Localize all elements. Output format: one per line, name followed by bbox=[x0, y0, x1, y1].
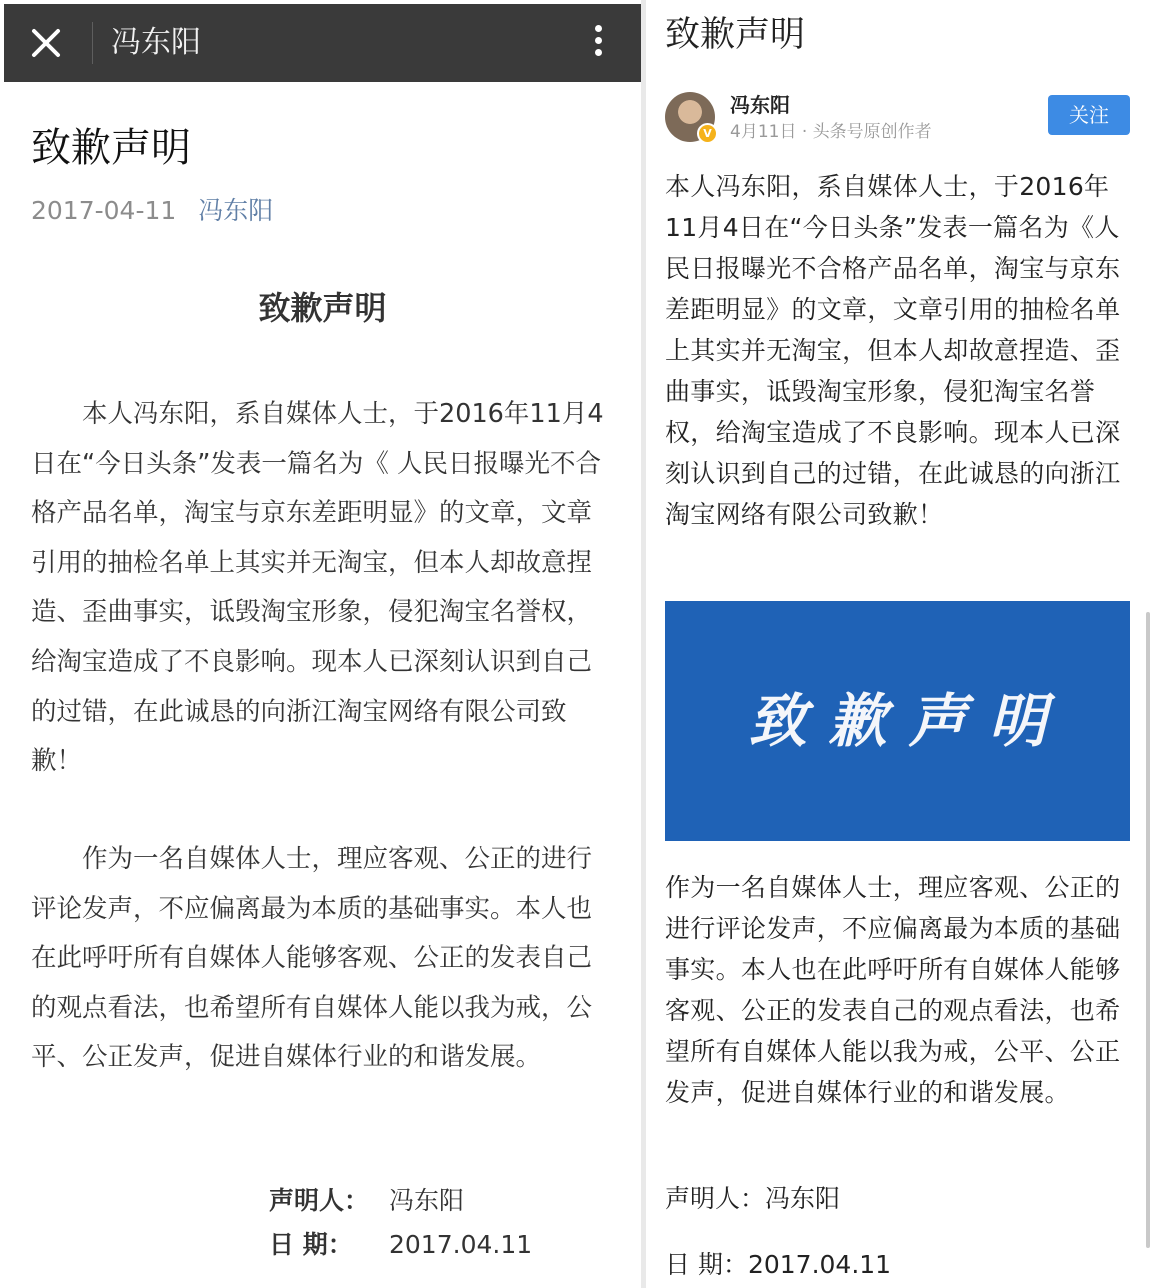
author-avatar[interactable] bbox=[665, 92, 715, 142]
more-vertical-icon bbox=[584, 25, 612, 56]
verified-badge-icon: V bbox=[697, 123, 718, 144]
author-name[interactable]: 冯东阳 bbox=[730, 93, 790, 117]
author-link[interactable]: 冯东阳 bbox=[198, 196, 274, 225]
signer-line: 声明人：冯东阳 bbox=[665, 1184, 841, 1213]
date-label: 日 期： bbox=[269, 1230, 353, 1259]
apology-banner-image bbox=[665, 601, 1130, 841]
statement-date: 2017.04.11 bbox=[389, 1230, 533, 1259]
scrollbar[interactable] bbox=[1146, 612, 1150, 1248]
article-title: 致歉声明 bbox=[665, 15, 806, 55]
date-line: 日 期：2017.04.11 bbox=[665, 1250, 892, 1279]
author-subline: 4月11日 · 头条号原创作者 bbox=[730, 122, 932, 142]
toolbar-divider bbox=[92, 22, 93, 64]
follow-button[interactable]: 关注 bbox=[1048, 95, 1130, 135]
publish-date: 2017-04-11 bbox=[31, 196, 177, 225]
toutiao-article-panel bbox=[646, 0, 1155, 1288]
paragraph-apology: 本人冯东阳，系自媒体人士，于2016年11月4日在“今日头条”发表一篇名为《 人民日报曝光不合格产品名单，淘宝与京东差距明显》的文章，文章引用的抽检名单上其实并无淘宝，但本人却故意捏造、歪曲事实，诋毁淘宝形象，侵犯淘宝名誉权，给淘宝造成了不良影响。现本人已深刻认识到自己的过错，在此诚恳的向浙江淘宝网络有限公司致歉！ bbox=[31, 399, 604, 777]
more-options-button[interactable] bbox=[584, 20, 612, 66]
signer-label: 声明人： bbox=[269, 1186, 370, 1215]
article-meta bbox=[31, 194, 273, 228]
topbar-title: 冯东阳 bbox=[111, 25, 201, 60]
signature-block bbox=[269, 1179, 532, 1267]
paragraph-apology: 本人冯东阳，系自媒体人士，于2016年11月4日在“今日头条”发表一篇名为《人民日报曝光不合格产品名单，淘宝与京东差距明显》的文章，文章引用的抽检名单上其实并无淘宝，但本人却故意捏造、歪曲事实，诋毁淘宝形象，侵犯淘宝名誉权，给淘宝造成了不良影响。现本人已深刻认识到自己的过错，在此诚恳的向浙江淘宝网络有限公司致歉！ bbox=[665, 172, 1121, 529]
article-title: 致歉声明 bbox=[31, 125, 191, 171]
close-button[interactable] bbox=[26, 23, 66, 63]
banner-text: 致歉声明 bbox=[748, 687, 1069, 755]
wechat-article-panel bbox=[4, 4, 641, 1284]
statement-heading: 致歉声明 bbox=[258, 289, 387, 327]
top-navigation-bar bbox=[4, 4, 641, 82]
paragraph-appeal: 作为一名自媒体人士，理应客观、公正的进行评论发声，不应偏离最为本质的基础事实。本人也在此呼吁所有自媒体人能够客观、公正的发表自己的观点看法，也希望所有自媒体人能以我为戒，公平、公正发声，促进自媒体行业的和谐发展。 bbox=[665, 873, 1121, 1107]
close-icon bbox=[26, 23, 66, 63]
paragraph-appeal: 作为一名自媒体人士，理应客观、公正的进行评论发声，不应偏离最为本质的基础事实。本人也在此呼吁所有自媒体人能够客观、公正的发表自己的观点看法，也希望所有自媒体人能以我为戒，公平、公正发声，促进自媒体行业的和谐发展。 bbox=[31, 844, 593, 1073]
signer-name: 冯东阳 bbox=[389, 1186, 465, 1215]
